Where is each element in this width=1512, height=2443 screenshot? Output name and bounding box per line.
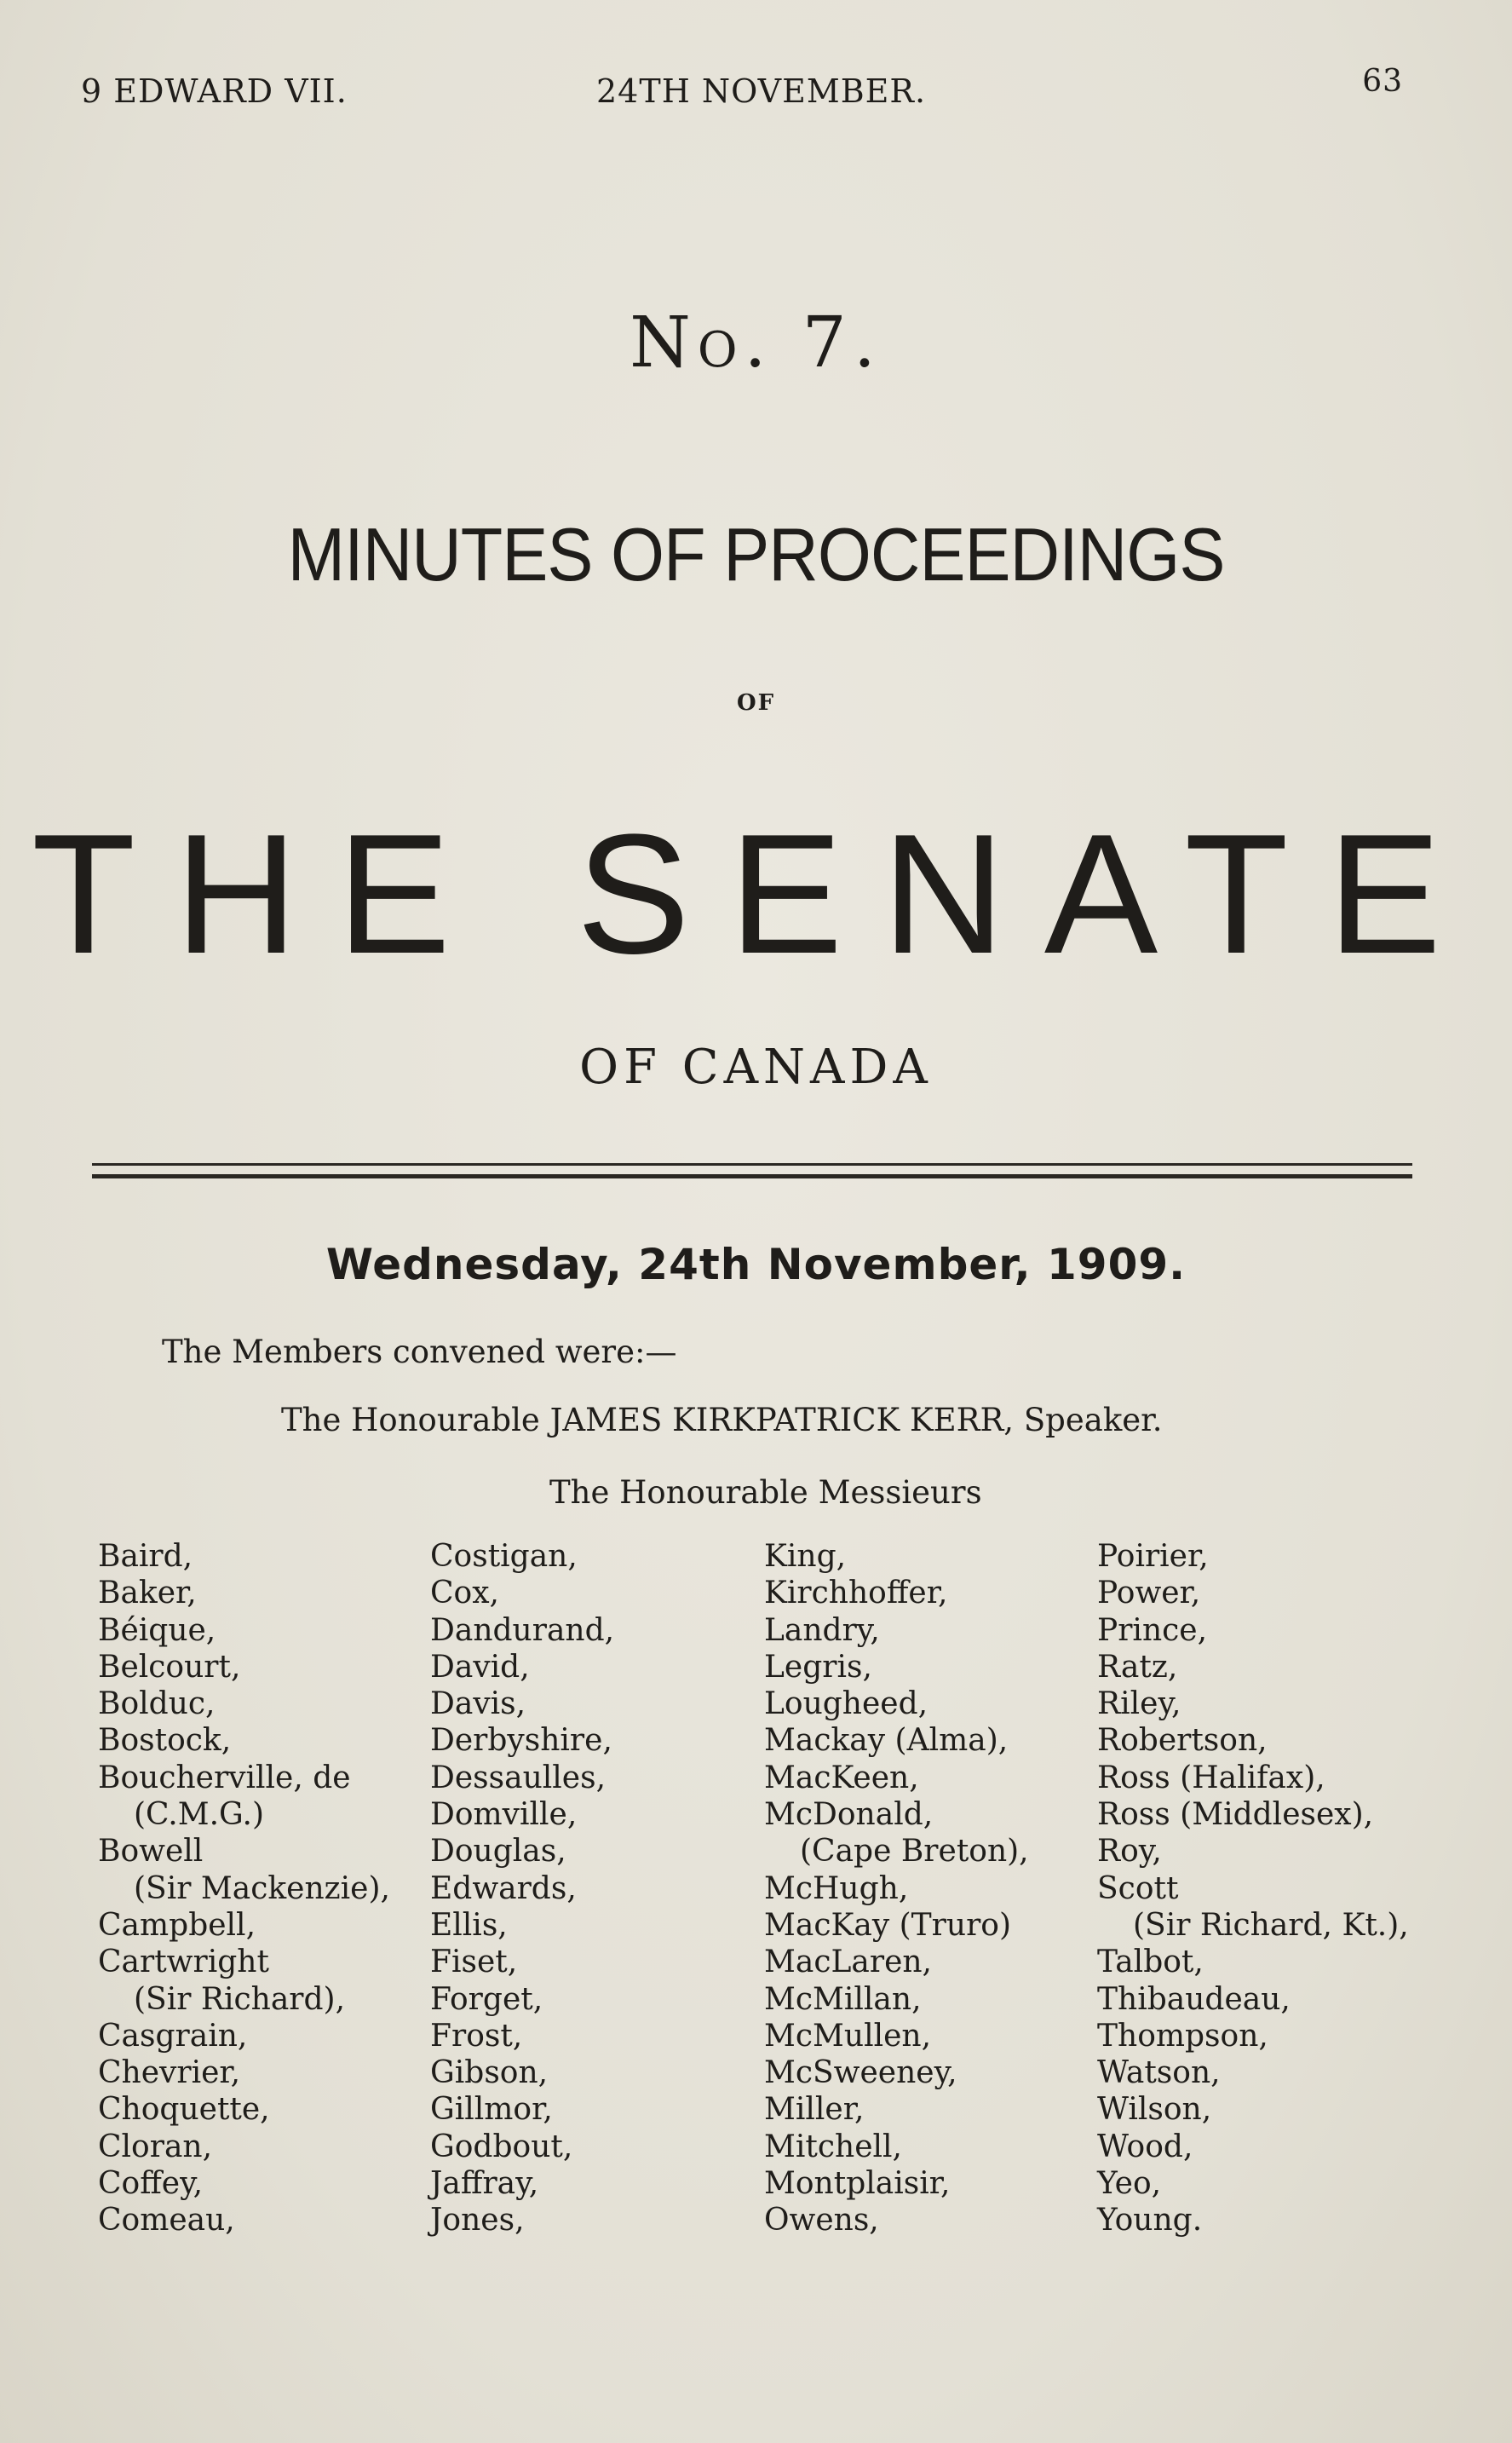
member-name: Thompson, <box>1097 2018 1268 2054</box>
member-name: Robertson, <box>1097 1723 1268 1759</box>
member-name: Talbot, <box>1097 1945 1204 1980</box>
member-name: MacLaren, <box>764 1945 932 1980</box>
minutes-heading: MINUTES OF PROCEEDINGS <box>287 512 1225 596</box>
member-name: Coffey, <box>98 2166 204 2202</box>
member-name: Cartwright <box>98 1945 269 1980</box>
member-name: (Cape Breton), <box>800 1834 1029 1870</box>
member-name: Montplaisir, <box>764 2166 951 2202</box>
member-name: Power, <box>1097 1576 1201 1611</box>
convened-line: The Members convened were:— <box>162 1334 677 1370</box>
member-name: McHugh, <box>764 1870 909 1906</box>
member-name: David, <box>430 1649 530 1685</box>
member-name: McSweeney, <box>764 2055 957 2091</box>
member-name: Cloran, <box>98 2129 213 2164</box>
member-name: Bowell <box>98 1834 204 1870</box>
member-name: Roy, <box>1097 1834 1162 1870</box>
member-name: McDonald, <box>764 1797 934 1833</box>
speaker-line: The Honourable JAMES KIRKPATRICK KERR, Speaker. <box>281 1402 1163 1438</box>
member-name: Chevrier, <box>98 2055 241 2091</box>
members-column-1 <box>98 1538 390 2239</box>
canada-heading: OF CANADA <box>579 1040 933 1095</box>
member-name: (C.M.G.) <box>134 1797 265 1833</box>
member-name: Wood, <box>1097 2129 1193 2164</box>
member-name: Gibson, <box>430 2055 549 2091</box>
senate-heading: THE SENATE <box>32 799 1480 989</box>
members-column-3 <box>764 1538 1029 2239</box>
member-name: Owens, <box>764 2203 879 2238</box>
member-name: Comeau, <box>98 2203 235 2238</box>
divider-thin <box>92 1163 1412 1166</box>
member-name: Poirier, <box>1097 1539 1209 1574</box>
member-name: Ellis, <box>430 1907 508 1943</box>
member-name: Godbout, <box>430 2129 573 2164</box>
member-name: Frost, <box>430 2018 523 2054</box>
member-name: King, <box>764 1539 847 1574</box>
member-name: (Sir Richard), <box>134 1981 346 2017</box>
member-name: Boucherville, de <box>98 1760 351 1795</box>
member-name: McMillan, <box>764 1981 922 2017</box>
regnal-year-header: 9 EDWARD VII. <box>81 72 348 110</box>
member-name: Baker, <box>98 1576 197 1611</box>
member-name: Forget, <box>430 1981 543 2017</box>
member-name: Cox, <box>430 1576 499 1611</box>
member-name: Watson, <box>1097 2055 1221 2091</box>
member-name: Béique, <box>98 1612 216 1648</box>
member-name: Dessaulles, <box>430 1760 607 1795</box>
member-name: Derbyshire, <box>430 1723 612 1759</box>
member-name: Jaffray, <box>430 2166 539 2202</box>
member-name: Wilson, <box>1097 2092 1212 2128</box>
member-name: Legris, <box>764 1649 872 1685</box>
member-name: Ross (Middlesex), <box>1097 1797 1374 1833</box>
member-name: Baird, <box>98 1539 193 1574</box>
member-name: Jones, <box>430 2203 525 2238</box>
member-name: Gillmor, <box>430 2092 553 2128</box>
member-name: Casgrain, <box>98 2018 248 2054</box>
member-name: Miller, <box>764 2092 865 2128</box>
member-name: MacKeen, <box>764 1760 919 1795</box>
member-name: Dandurand, <box>430 1612 615 1648</box>
member-name: Young. <box>1097 2203 1203 2238</box>
member-name: Davis, <box>430 1686 526 1722</box>
member-name: Scott <box>1097 1870 1179 1906</box>
member-name: MacKay (Truro) <box>764 1907 1012 1943</box>
member-name: Ratz, <box>1097 1649 1178 1685</box>
member-name: Domville, <box>430 1797 578 1833</box>
member-name: Thibaudeau, <box>1097 1981 1291 2017</box>
member-name: Costigan, <box>430 1539 578 1574</box>
of-heading: OF <box>736 690 776 716</box>
divider-thick <box>92 1174 1412 1178</box>
member-name: Ross (Halifax), <box>1097 1760 1325 1795</box>
member-name: (Sir Mackenzie), <box>134 1870 390 1906</box>
member-name: Lougheed, <box>764 1686 928 1722</box>
session-date: Wednesday, 24th November, 1909. <box>325 1240 1187 1289</box>
member-name: Bolduc, <box>98 1686 216 1722</box>
member-name: Yeo, <box>1097 2166 1162 2202</box>
page-number: 63 <box>1362 64 1403 99</box>
member-name: Mitchell, <box>764 2129 902 2164</box>
member-name: Landry, <box>764 1612 880 1648</box>
member-name: Kirchhoffer, <box>764 1576 948 1611</box>
member-name: McMullen, <box>764 2018 932 2054</box>
member-name: Choquette, <box>98 2092 270 2128</box>
members-column-4 <box>1097 1538 1409 2239</box>
member-name: Fiset, <box>430 1945 518 1980</box>
member-name: (Sir Richard, Kt.), <box>1133 1907 1409 1943</box>
member-name: Bostock, <box>98 1723 232 1759</box>
member-name: Campbell, <box>98 1907 256 1943</box>
member-name: Edwards, <box>430 1870 577 1906</box>
members-column-2 <box>430 1538 614 2239</box>
messieurs-line: The Honourable Messieurs <box>549 1474 982 1511</box>
member-name: Belcourt, <box>98 1649 241 1685</box>
member-name: Mackay (Alma), <box>764 1723 1009 1759</box>
member-name: Prince, <box>1097 1612 1208 1648</box>
issue-number: No. 7. <box>630 302 882 383</box>
member-name: Douglas, <box>430 1834 566 1870</box>
date-header: 24TH NOVEMBER. <box>596 72 927 110</box>
member-name: Riley, <box>1097 1686 1181 1722</box>
